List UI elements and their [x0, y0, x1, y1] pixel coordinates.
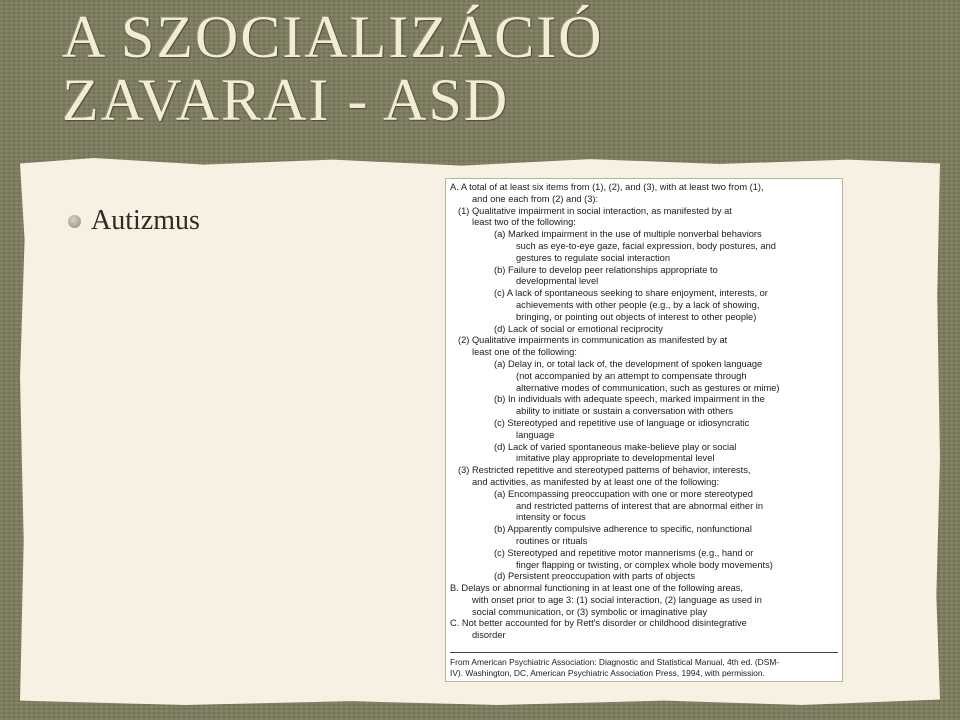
- criteria-line: least two of the following:: [472, 217, 576, 228]
- criteria-line: and activities, as manifested by at least one of the following:: [472, 476, 720, 487]
- criteria-line: (c) A lack of spontaneous seeking to share enjoyment, interests, or: [494, 288, 768, 299]
- criteria-line: (a) Encompassing preoccupation with one or more stereotyped: [494, 488, 753, 499]
- criteria-line: with onset prior to age 3: (1) social interaction, (2) language as used in: [472, 594, 762, 605]
- criteria-line: and one each from (2) and (3):: [472, 193, 599, 204]
- criteria-line: disorder: [472, 630, 506, 641]
- criteria-line: (a) Delay in, or total lack of, the development of spoken language: [494, 358, 763, 369]
- criteria-line: B. Delays or abnormal functioning in at least one of the following areas,: [450, 583, 744, 594]
- criteria-line: social communication, or (3) symbolic or imaginative play: [472, 606, 708, 617]
- criteria-line: such as eye-to-eye gaze, facial expression, body postures, and: [516, 240, 776, 251]
- dsm-criteria-document: [445, 178, 843, 682]
- criteria-line: (d) Persistent preoccupation with parts of objects: [494, 571, 696, 582]
- criteria-line: (b) Failure to develop peer relationships appropriate to: [494, 264, 718, 275]
- criteria-line: developmental level: [516, 276, 599, 287]
- slide-title: [62, 6, 604, 132]
- bullet-item-autizmus: [68, 205, 200, 237]
- criteria-line: routines or rituals: [516, 535, 588, 546]
- criteria-line: (1) Qualitative impairment in social interaction, as manifested by at: [458, 205, 732, 216]
- criteria-line: (2) Qualitative impairments in communication as manifested by at: [458, 335, 728, 346]
- criteria-line: (a) Marked impairment in the use of multiple nonverbal behaviors: [494, 229, 762, 240]
- source-citation-line: From American Psychiatric Association: Diagnostic and Statistical Manual, 4th ed. (DSM-: [450, 657, 780, 668]
- criteria-line: (c) Stereotyped and repetitive use of language or idiosyncratic: [494, 417, 750, 428]
- criteria-line: achievements with other people (e.g., by a lack of showing,: [516, 299, 760, 310]
- criteria-line: alternative modes of communication, such as gestures or mime): [516, 382, 780, 393]
- criteria-line: ability to initiate or sustain a conversation with others: [516, 406, 734, 417]
- criteria-line: finger flapping or twisting, or complex whole body movements): [516, 559, 773, 570]
- criteria-line: (d) Lack of social or emotional reciprocity: [494, 323, 663, 334]
- criteria-line: bringing, or pointing out objects of interest to other people): [516, 311, 757, 322]
- criteria-line: (3) Restricted repetitive and stereotyped patterns of behavior, interests,: [458, 465, 751, 476]
- criteria-line: language: [516, 429, 555, 440]
- criteria-line: least one of the following:: [472, 347, 577, 358]
- slide-title-line-2: ZAVARAI - ASD: [62, 67, 510, 133]
- criteria-line: imitative play appropriate to developmental level: [516, 453, 715, 464]
- criteria-line: (c) Stereotyped and repetitive motor mannerisms (e.g., hand or: [494, 547, 754, 558]
- slide-title-line-1: A SZOCIALIZÁCIÓ: [62, 4, 604, 70]
- bullet-dot-icon: [68, 215, 81, 228]
- criteria-line: (not accompanied by an attempt to compensate through: [516, 370, 747, 381]
- criteria-line: (b) Apparently compulsive adherence to specific, nonfunctional: [494, 524, 752, 535]
- criteria-line: intensity or focus: [516, 512, 586, 523]
- bullet-label: Autizmus: [91, 205, 200, 236]
- source-divider: [450, 652, 838, 653]
- source-citation-line: IV). Washington, DC, American Psychiatric Association Press, 1994, with permission.: [450, 667, 765, 678]
- criteria-line: A. A total of at least six items from (1), (2), and (3), with at least two from (1),: [450, 182, 764, 192]
- criteria-line: (d) Lack of varied spontaneous make-believe play or social: [494, 441, 737, 452]
- criteria-line: (b) In individuals with adequate speech, marked impairment in the: [494, 394, 765, 405]
- criteria-line: and restricted patterns of interest that are abnormal either in: [516, 500, 764, 511]
- criteria-line: C. Not better accounted for by Rett's disorder or childhood disintegrative: [450, 618, 747, 629]
- criteria-line: gestures to regulate social interaction: [516, 252, 671, 263]
